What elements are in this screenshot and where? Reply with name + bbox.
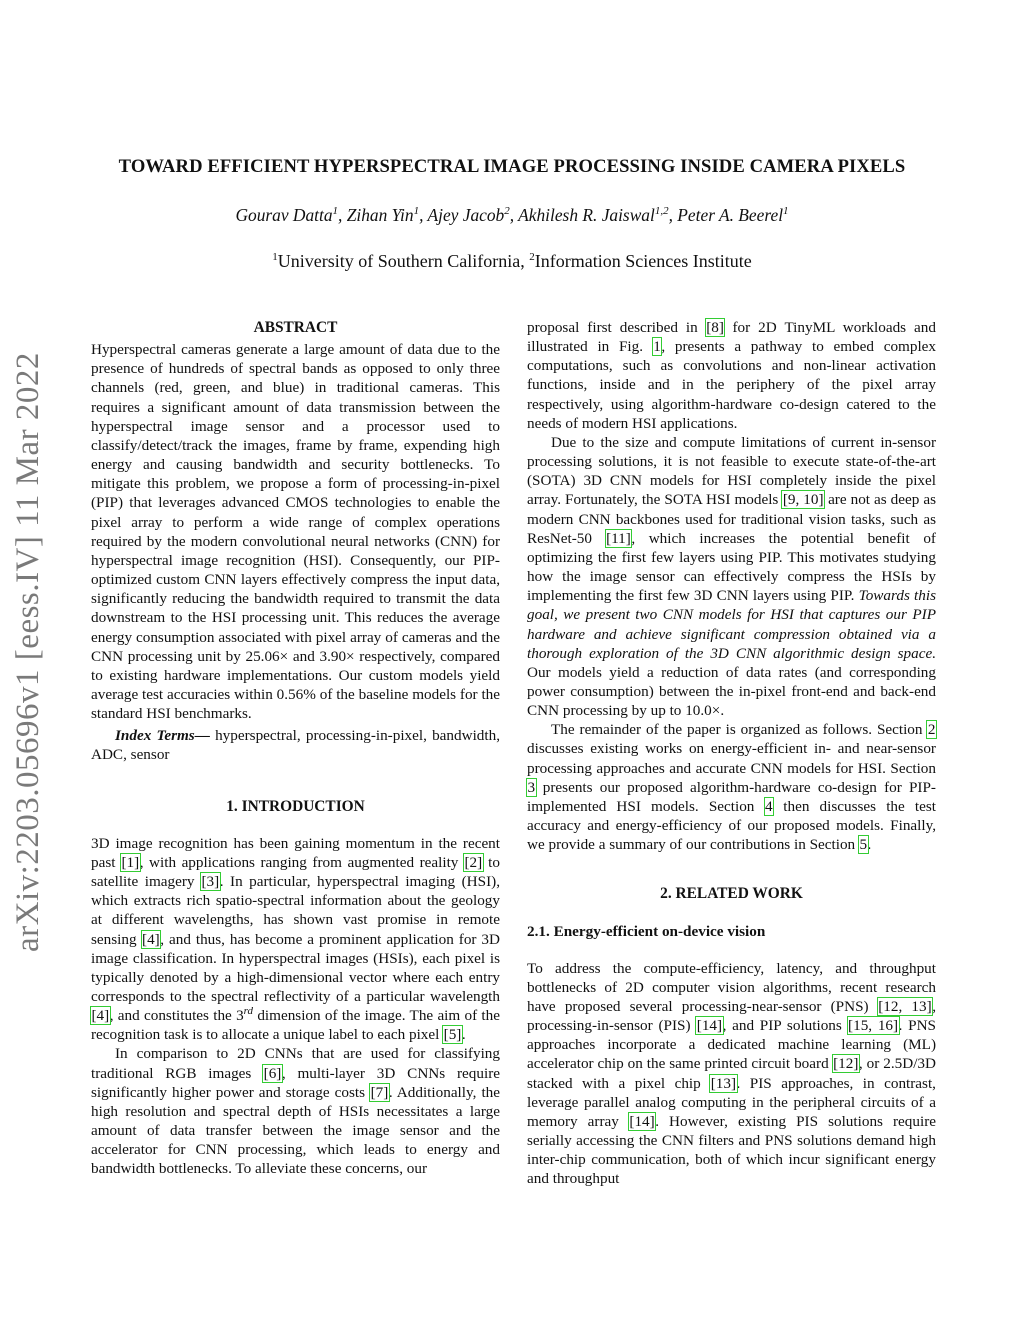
author-name: Ajey Jacob xyxy=(427,205,505,225)
text-run: Our models yield a reduction of data rates (and corresponding power consumption) between the in-pixel front-end and back-end CNN processing by up to 10.0×. xyxy=(527,663,936,720)
abstract-text: Hyperspectral cameras generate a large amount of data due to the presence of hundreds of spectral bands as opposed to only three channels (red, green, and blue) in traditional cameras. This requires a significant amount of data transmission between the hyperspectral image sensor and a processor used to classify/detect/track the images, frame by frame, expending high energy and causing bandwidth and security bottlenecks. To mitigate this problem, we propose a form of processing-in-pixel (PIP) that leverages advanced CMOS technologies to enable the pixel array to perform a wide range of complex operations required by the modern convolutional neural networks (CNN) for hyperspectral image recognition (HSI). Consequently, our PIP-optimized custom CNN layers effectively compress the input data, significantly reducing the bandwidth required to transmit the data downstream to the HSI processing unit. This reduces the average energy consumption associated with pixel array of cameras and the CNN processing unit by 25.06× and 3.90× respectively, compared to existing hardware implementations. Our custom models yield average test accuracies within 0.56% of the baseline models for the standard HSI benchmarks. xyxy=(91,341,500,723)
text-run: discusses existing works on energy-efficient in- and near-sensor processing approaches and accurate CNN models for HSI. Section xyxy=(527,740,936,777)
text-run: presents our proposed algorithm-hardware co-design for PIP-implemented HSI models. Section xyxy=(527,778,936,815)
text-run: . xyxy=(867,836,872,854)
author-affiliation-mark: 2 xyxy=(504,205,510,218)
text-run: . In particular, hyperspectral imaging (HSI), which extracts rich spatio-spectral information about the geology at different wavelengths, has shown vast promise in remote sensing xyxy=(91,873,500,948)
author-list: Gourav Datta$^1$, Zihan Yin$^1$, Ajey Jacob$^2$, Akhilesh R. Jaiswal$^{1,2}$, Peter A. Beerel$^1$ xyxy=(235,205,789,225)
citation-link[interactable]: [11] xyxy=(606,529,631,547)
citation-link[interactable]: [12, 13] xyxy=(878,998,932,1015)
affiliation-name: Information Sciences Institute xyxy=(534,251,752,271)
text-run: , which increases the potential benefit of optimizing the first few layers using PIP. This motivates studying how the image sensor can effectively compress the HSIs by implementing the first few 3D CNN layers using PIP. xyxy=(527,529,936,605)
text-run: . Additionally, the high resolution and spectral depth of HSIs necessitates a large amount of data transfer between the image sensor and the accelerator for CNN processing, which leads to energy and bandwidth bottlenecks. To alleviate these concerns, our xyxy=(91,1083,500,1178)
intro-paragraph-4 xyxy=(527,433,936,720)
author-name: Peter A. Beerel xyxy=(677,205,784,225)
citation-link[interactable]: [3] xyxy=(201,873,220,891)
text-run: To address the compute-efficiency, latency, and throughput bottlenecks of 2D computer vision algorithms, recent research have proposed several processing-near-sensor (PNS) xyxy=(527,959,936,1015)
text-run: to satellite imagery xyxy=(91,853,500,891)
intro-paragraph-5 xyxy=(527,720,936,854)
section-link[interactable]: 5 xyxy=(859,836,868,854)
text-run: for 2D TinyML workloads and illustrated in Fig. xyxy=(527,319,936,356)
citation-link[interactable]: [7] xyxy=(370,1083,389,1101)
author-affiliation-mark: 1 xyxy=(783,205,789,218)
emphasized-text: Towards this goal, we present two CNN models for HSI that captures our PIP hardware and achieve significant compression obtained via a thorough exploration of the 3D CNN algorithmic design space. xyxy=(527,587,936,662)
author-name: Zihan Yin xyxy=(346,205,414,225)
citation-link[interactable]: [5] xyxy=(443,1026,462,1044)
citation-link[interactable]: [9, 10] xyxy=(782,491,824,509)
text-run: then discusses the test accuracy and energy-efficiency of our proposed models. Finally, we provide a summary of our contributions in Section xyxy=(527,797,936,854)
text-run: In comparison to 2D CNNs that are used for classifying traditional RGB images xyxy=(91,1045,500,1082)
text-run: , presents a pathway to embed complex computations, such as convolutions and non-linear activation functions, inside and in the periphery of the pixel array respectively, using algorithm-hardware co-design catered to the needs of modern HSI applications. xyxy=(527,338,936,432)
text-run: Due to the size and compute limitations of current in-sensor processing solutions, it is not feasible to execute state-of-the-art (SOTA) 3D CNN models for HSI completely inside the pixel array. Fortunately, the SOTA HSI models xyxy=(527,433,936,509)
affiliation-mark: 1 xyxy=(272,251,278,263)
affiliation-mark: 2 xyxy=(529,251,535,263)
right-column xyxy=(527,318,936,1189)
related-paragraph-1 xyxy=(527,959,936,1189)
text-run: , processing-in-sensor (PIS) xyxy=(527,998,936,1035)
section-link[interactable]: 3 xyxy=(527,778,536,796)
citation-link[interactable]: [6] xyxy=(263,1064,282,1082)
text-run: 3D image recognition has been gaining momentum in the recent past xyxy=(91,834,500,871)
text-run: dimension of the image. The aim of the recognition task is to allocate a unique label to each pixel xyxy=(91,1007,500,1044)
paper-title: TOWARD EFFICIENT HYPERSPECTRAL IMAGE PROCESSING INSIDE CAMERA PIXELS xyxy=(118,156,906,177)
left-column xyxy=(91,318,500,1179)
text-run: , and constitutes the 3 xyxy=(109,1007,244,1025)
citation-link[interactable]: [13] xyxy=(710,1074,737,1092)
text-run: are not as deep as modern CNN backbones used for traditional vision tasks, such as ResNet-50 xyxy=(527,491,936,547)
affiliations xyxy=(0,251,1024,272)
figure-link[interactable]: 1 xyxy=(653,338,661,356)
citation-link[interactable]: [4] xyxy=(91,1007,110,1025)
text-run: . xyxy=(461,1026,466,1044)
related-work-heading: 2. RELATED WORK xyxy=(660,885,803,903)
author-name: Gourav Datta xyxy=(235,205,333,225)
intro-paragraph-1 xyxy=(91,834,500,1045)
text-run: The remainder of the paper is organized as follows. Section xyxy=(551,721,928,739)
text-run: , and PIP solutions xyxy=(722,1017,848,1035)
citation-link[interactable]: [4] xyxy=(142,930,160,948)
citation-link[interactable]: [14] xyxy=(696,1017,723,1035)
citation-link[interactable]: [12] xyxy=(833,1055,859,1073)
introduction-heading: 1. INTRODUCTION xyxy=(226,797,365,815)
intro-paragraph-2 xyxy=(91,1044,500,1178)
ordinal-superscript: rd xyxy=(243,1005,254,1018)
author-affiliation-mark: 1 xyxy=(332,205,339,218)
text-run: . PIS approaches, in contrast, leverage parallel analog computing in the peripheral circuits of a memory array xyxy=(527,1074,936,1130)
section-link[interactable]: 2 xyxy=(927,721,936,739)
subsection-heading: 2.1. Energy-efficient on-device vision xyxy=(527,922,766,940)
abstract-heading: ABSTRACT xyxy=(253,319,338,336)
text-run: . However, existing PIS solutions require serially accessing the CNN filters and PNS solutions demand high inter-chip communication, both of which incur significant energy and throughput xyxy=(527,1112,936,1188)
text-run: , and thus, has become a prominent application for 3D image classification. In hyperspectral images (HSIs), each pixel is typically denoted by a high-dimensional vector where each entry corresponds to the spectral reflectivity of a particular wavelength xyxy=(91,930,500,1005)
author-affiliation-mark: 1,2 xyxy=(654,205,669,218)
affiliation-name: University of Southern California, xyxy=(277,251,530,271)
author-name: Akhilesh R. Jaiswal xyxy=(518,205,655,225)
text-run: proposal first described in xyxy=(527,319,706,336)
citation-link[interactable]: [2] xyxy=(464,853,483,871)
index-terms-text: hyperspectral, processing-in-pixel, bandwidth, ADC, sensor xyxy=(91,727,500,764)
index-terms-label: Index Terms— xyxy=(115,727,210,745)
author-affiliation-mark: 1 xyxy=(413,205,420,218)
text-run: , multi-layer 3D CNNs require significantly higher power and storage costs xyxy=(91,1064,500,1101)
text-run: , or 2.5D/3D stacked with a pixel chip xyxy=(527,1055,936,1092)
text-run: . PNS approaches incorporate a dedicated machine learning (ML) accelerator chip on the same printed circuit board xyxy=(527,1017,936,1073)
index-terms xyxy=(91,726,500,764)
citation-link[interactable]: [15, 16] xyxy=(848,1017,899,1035)
citation-link[interactable]: [14] xyxy=(629,1112,655,1130)
text-run: , with applications ranging from augmented reality xyxy=(139,853,464,871)
section-link[interactable]: 4 xyxy=(765,797,773,815)
arxiv-identifier: arXiv:2203.05696v1 [eess.IV] 11 Mar 2022 xyxy=(10,352,46,952)
citation-link[interactable]: [8] xyxy=(706,319,724,336)
intro-paragraph-3 xyxy=(527,318,936,433)
citation-link[interactable]: [1] xyxy=(121,853,140,871)
